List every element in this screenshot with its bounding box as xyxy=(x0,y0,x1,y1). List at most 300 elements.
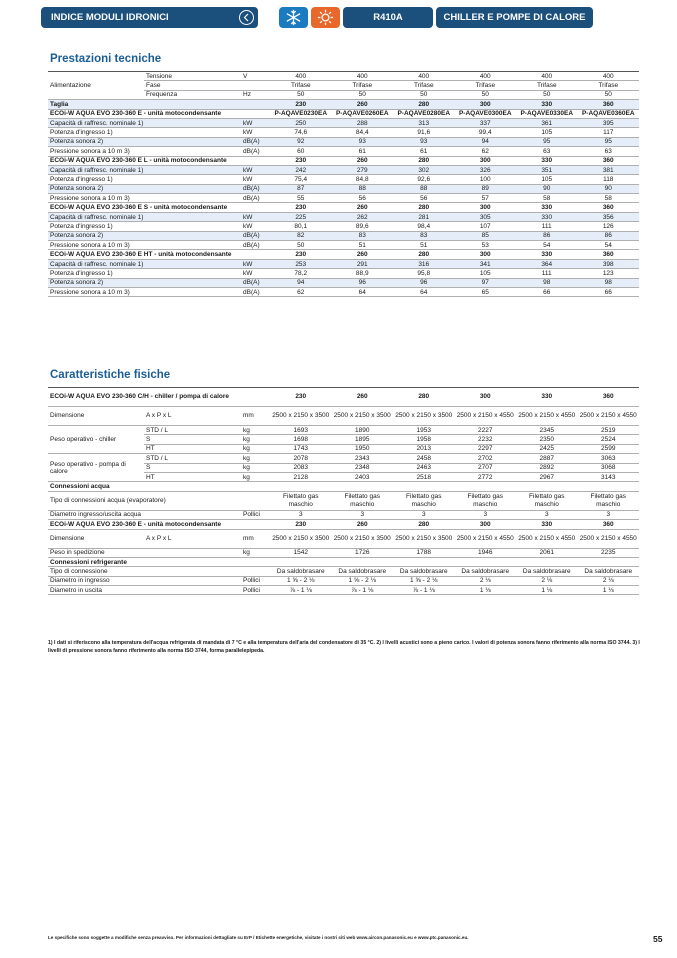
table-cell: 86 xyxy=(578,231,640,240)
table-cell: Potenza d'ingresso 1) xyxy=(48,128,241,137)
table-cell: Capacità di raffresc. nominale 1) xyxy=(48,118,241,127)
table-cell: 1 ⅛ xyxy=(516,586,578,595)
table-cell: Peso operativo - chiller xyxy=(48,426,144,454)
table-cell: Capacità di raffresc. nominale 1) xyxy=(48,212,241,221)
disclaimer: Le specifiche sono soggette a modifiche senza preavviso. Per informazioni dettagliate su ErP / Etichette energetiche, visitate i nostri siti web www.aircon.panasonic.eu e www.ptc.panasonic.eu. xyxy=(48,935,469,940)
table-cell: 61 xyxy=(393,147,455,156)
table-cell: Alimentazione xyxy=(48,72,144,100)
table-cell: 97 xyxy=(455,278,517,287)
table-row xyxy=(48,407,639,426)
table-row xyxy=(48,165,639,174)
table-cell: 330 xyxy=(516,100,578,109)
table-cell: 330 xyxy=(516,156,578,165)
physical-table xyxy=(48,387,639,595)
table-cell: 1 ⅛ xyxy=(455,586,517,595)
table-cell: 280 xyxy=(393,250,455,259)
table-cell: A x P x L xyxy=(144,407,241,426)
table-cell: 2403 xyxy=(332,472,394,481)
table-cell: 80,1 xyxy=(270,222,332,231)
table-cell: 2500 x 2150 x 4550 xyxy=(578,407,640,426)
table-cell: 94 xyxy=(270,278,332,287)
table-cell: 356 xyxy=(578,212,640,221)
table-cell: Connessioni refrigerante xyxy=(48,557,639,566)
table-cell: Taglia xyxy=(48,100,270,109)
table-cell: 92 xyxy=(270,137,332,146)
table-cell: Diametro ingresso/uscita acqua xyxy=(48,510,241,519)
table-cell: ECOi-W AQUA EVO 230-360 E - unità motocondensante xyxy=(48,520,270,529)
table-cell: 88 xyxy=(332,184,394,193)
table-cell: 98 xyxy=(516,278,578,287)
table-cell: Pollici xyxy=(241,576,270,585)
table-cell: 118 xyxy=(578,175,640,184)
table-cell: 89 xyxy=(455,184,517,193)
page-header xyxy=(41,7,668,28)
table-cell: 1 ⅝ - 2 ⅛ xyxy=(393,576,455,585)
table-cell: 90 xyxy=(578,184,640,193)
table-row xyxy=(48,128,639,137)
table-cell: 88 xyxy=(393,184,455,193)
table-cell: Capacità di raffresc. nominale 1) xyxy=(48,165,241,174)
table-cell: 1946 xyxy=(455,548,517,557)
table-cell: 2350 xyxy=(516,435,578,444)
table-cell: Frequenza xyxy=(144,90,241,99)
table-cell: 100 xyxy=(455,175,517,184)
table-cell: 60 xyxy=(270,147,332,156)
table-cell: Capacità di raffresc. nominale 1) xyxy=(48,259,241,268)
table-cell: 50 xyxy=(270,241,332,250)
table-row xyxy=(48,259,639,268)
table-cell: 230 xyxy=(270,156,332,165)
table-cell: 92,6 xyxy=(393,175,455,184)
table-cell: 3143 xyxy=(578,472,640,481)
table-cell: 63 xyxy=(578,147,640,156)
table-cell: 280 xyxy=(393,100,455,109)
table-row xyxy=(48,520,639,529)
table-cell: mm xyxy=(241,407,270,426)
table-cell: STD / L xyxy=(144,426,241,435)
table-cell: 3068 xyxy=(578,463,640,472)
table-row xyxy=(48,586,639,595)
table-cell: Tensione xyxy=(144,72,241,81)
table-cell: 1743 xyxy=(270,444,332,453)
table-cell: P-AQAVE0260EA xyxy=(332,109,394,118)
table-cell: Filettato gas maschio xyxy=(578,491,640,510)
table-cell: 64 xyxy=(393,287,455,296)
table-cell: 50 xyxy=(270,90,332,99)
table-cell: 2 ⅛ xyxy=(516,576,578,585)
table-cell: 400 xyxy=(393,72,455,81)
table-cell: Pollici xyxy=(241,510,270,519)
table-cell: 107 xyxy=(455,222,517,231)
table-cell: 74,6 xyxy=(270,128,332,137)
table-cell: 2500 x 2150 x 4550 xyxy=(578,529,640,548)
table-cell: 360 xyxy=(578,100,640,109)
table-cell: 105 xyxy=(516,175,578,184)
table-cell: 260 xyxy=(332,250,394,259)
table-cell: 53 xyxy=(455,241,517,250)
table-cell: 395 xyxy=(578,118,640,127)
table-cell: 50 xyxy=(516,90,578,99)
table-cell: dB(A) xyxy=(241,278,270,287)
table-cell: P-AQAVE0360EA xyxy=(578,109,640,118)
table-cell: ECOi-W AQUA EVO 230-360 E HT - unità motocondensante xyxy=(48,250,270,259)
table-cell: Tipo di connessione xyxy=(48,567,270,576)
table-cell: 1 ⅝ - 2 ⅛ xyxy=(270,576,332,585)
table-cell: P-AQAVE0330EA xyxy=(516,109,578,118)
table-cell: 351 xyxy=(516,165,578,174)
table-cell: 3 xyxy=(393,510,455,519)
table-cell: ECOi-W AQUA EVO 230-360 E S - unità motocondensante xyxy=(48,203,270,212)
table-cell: 330 xyxy=(516,388,578,407)
table-cell: dB(A) xyxy=(241,287,270,296)
table-cell: 3 xyxy=(516,510,578,519)
table-cell: Trifase xyxy=(455,81,517,90)
table-cell: 96 xyxy=(332,278,394,287)
table-cell: 2500 x 2150 x 3500 xyxy=(393,407,455,426)
table-cell: 55 xyxy=(270,194,332,203)
section-title-physical: Caratteristiche fisiche xyxy=(50,369,171,381)
table-cell: 242 xyxy=(270,165,332,174)
table-cell: kW xyxy=(241,128,270,137)
table-cell: Filettato gas maschio xyxy=(332,491,394,510)
table-row xyxy=(48,388,639,407)
table-cell: Dimensione xyxy=(48,529,144,548)
table-cell: 326 xyxy=(455,165,517,174)
table-cell: 2518 xyxy=(393,472,455,481)
table-cell: 300 xyxy=(455,388,517,407)
table-cell: Da saldobrasare xyxy=(393,567,455,576)
table-cell: 1950 xyxy=(332,444,394,453)
table-cell: kg xyxy=(241,454,270,463)
table-cell: 50 xyxy=(455,90,517,99)
snowflake-icon xyxy=(279,7,308,28)
table-cell: 54 xyxy=(578,241,640,250)
table-cell: Da saldobrasare xyxy=(455,567,517,576)
table-cell: Da saldobrasare xyxy=(270,567,332,576)
table-cell: 280 xyxy=(393,388,455,407)
table-cell: Potenza sonora 2) xyxy=(48,278,241,287)
table-cell: P-AQAVE0300EA xyxy=(455,109,517,118)
table-row xyxy=(48,156,639,165)
table-cell: 300 xyxy=(455,156,517,165)
table-cell: 56 xyxy=(332,194,394,203)
table-cell: 2702 xyxy=(455,454,517,463)
table-cell: kg xyxy=(241,444,270,453)
table-cell: 400 xyxy=(578,72,640,81)
table-cell: 88,9 xyxy=(332,269,394,278)
table-cell: 96 xyxy=(393,278,455,287)
table-cell: 2519 xyxy=(578,426,640,435)
footnote: 1) I dati si riferiscono alla temperatura dell'acqua refrigerata di mandata di 7 °C e alla temperatura dell'aria del condensatore di 35 °C. 2) I livelli acustici sono a pieno carico. I valori di potenza sonora fanno riferimento alla norma ISO 3744. 3) I livelli di pressione sonora fanno riferimento alla norma ISO 3744, forma parallelepipeda. xyxy=(48,640,640,654)
table-cell: 89,6 xyxy=(332,222,394,231)
table-cell: 300 xyxy=(455,250,517,259)
table-cell: Peso in spedizione xyxy=(48,548,241,557)
table-cell: 1 ⅝ - 2 ⅛ xyxy=(332,576,394,585)
table-cell: 87 xyxy=(270,184,332,193)
table-cell: 3 xyxy=(332,510,394,519)
table-cell: Peso operativo - pompa di calore xyxy=(48,454,144,482)
refrigerant-label: R410A xyxy=(343,7,433,28)
table-cell: V xyxy=(241,72,270,81)
table-cell: 2078 xyxy=(270,454,332,463)
table-cell: 260 xyxy=(332,203,394,212)
table-cell: 63 xyxy=(516,147,578,156)
table-cell: 300 xyxy=(455,100,517,109)
table-cell: 126 xyxy=(578,222,640,231)
table-cell: 2348 xyxy=(332,463,394,472)
table-row xyxy=(48,287,639,296)
table-cell: 50 xyxy=(578,90,640,99)
table-row xyxy=(48,231,639,240)
table-cell: 83 xyxy=(332,231,394,240)
table-row xyxy=(48,118,639,127)
table-cell: S xyxy=(144,435,241,444)
table-row xyxy=(48,278,639,287)
table-cell: 1726 xyxy=(332,548,394,557)
table-cell: Pressione sonora a 10 m 3) xyxy=(48,147,241,156)
table-cell: 111 xyxy=(516,222,578,231)
table-cell: 61 xyxy=(332,147,394,156)
table-cell: 2500 x 2150 x 3500 xyxy=(270,529,332,548)
table-cell: Da saldobrasare xyxy=(332,567,394,576)
table-cell: HT xyxy=(144,444,241,453)
table-cell: 2500 x 2150 x 3500 xyxy=(393,529,455,548)
table-cell: 230 xyxy=(270,388,332,407)
table-cell: 66 xyxy=(578,287,640,296)
table-cell: 2083 xyxy=(270,463,332,472)
table-cell: kW xyxy=(241,165,270,174)
table-cell: 2500 x 2150 x 3500 xyxy=(332,529,394,548)
table-cell: HT xyxy=(144,472,241,481)
table-cell: 64 xyxy=(332,287,394,296)
table-cell: 360 xyxy=(578,250,640,259)
table-cell: 381 xyxy=(578,165,640,174)
table-cell: Filettato gas maschio xyxy=(455,491,517,510)
table-cell: 105 xyxy=(455,269,517,278)
table-row xyxy=(48,175,639,184)
table-cell: P-AQAVE0230EA xyxy=(270,109,332,118)
index-nav-button[interactable] xyxy=(41,7,258,28)
table-row xyxy=(48,510,639,519)
table-cell: Pressione sonora a 10 m 3) xyxy=(48,194,241,203)
table-cell: 58 xyxy=(516,194,578,203)
table-cell: S xyxy=(144,463,241,472)
table-cell: 400 xyxy=(455,72,517,81)
table-cell: dB(A) xyxy=(241,137,270,146)
table-cell: 82 xyxy=(270,231,332,240)
table-cell: 1788 xyxy=(393,548,455,557)
table-row xyxy=(48,203,639,212)
table-cell: Connessioni acqua xyxy=(48,482,639,491)
table-cell: 62 xyxy=(455,147,517,156)
table-cell: kW xyxy=(241,118,270,127)
table-cell: 300 xyxy=(455,520,517,529)
table-cell: 302 xyxy=(393,165,455,174)
table-cell: Potenza d'ingresso 1) xyxy=(48,175,241,184)
table-cell: Dimensione xyxy=(48,407,144,426)
table-cell: dB(A) xyxy=(241,241,270,250)
table-cell: 2343 xyxy=(332,454,394,463)
table-cell: 93 xyxy=(393,137,455,146)
table-row xyxy=(48,557,639,566)
table-cell: 1693 xyxy=(270,426,332,435)
table-cell: 288 xyxy=(332,118,394,127)
table-cell: 62 xyxy=(270,287,332,296)
table-cell: 280 xyxy=(393,520,455,529)
table-cell: kg xyxy=(241,435,270,444)
table-cell: ⅞ - 1 ⅛ xyxy=(332,586,394,595)
table-cell: 305 xyxy=(455,212,517,221)
table-cell: 2227 xyxy=(455,426,517,435)
table-cell: 230 xyxy=(270,520,332,529)
table-cell: 341 xyxy=(455,259,517,268)
table-cell: 262 xyxy=(332,212,394,221)
table-cell: kW xyxy=(241,175,270,184)
table-cell: 2 ⅛ xyxy=(578,576,640,585)
table-cell: 230 xyxy=(270,100,332,109)
table-row xyxy=(48,194,639,203)
table-row xyxy=(48,426,639,435)
table-cell: 50 xyxy=(332,90,394,99)
table-cell: 260 xyxy=(332,100,394,109)
table-row xyxy=(48,222,639,231)
table-cell: 51 xyxy=(332,241,394,250)
table-cell: 280 xyxy=(393,203,455,212)
table-cell: 1895 xyxy=(332,435,394,444)
table-cell: 279 xyxy=(332,165,394,174)
table-cell: dB(A) xyxy=(241,194,270,203)
table-cell: 1542 xyxy=(270,548,332,557)
table-cell: Tipo di connessioni acqua (evaporatore) xyxy=(48,491,270,510)
table-row xyxy=(48,184,639,193)
table-cell: 2425 xyxy=(516,444,578,453)
table-cell: 65 xyxy=(455,287,517,296)
table-row xyxy=(48,482,639,491)
table-cell: 291 xyxy=(332,259,394,268)
table-cell: kW xyxy=(241,212,270,221)
table-cell: Da saldobrasare xyxy=(578,567,640,576)
table-cell: 250 xyxy=(270,118,332,127)
table-cell: 253 xyxy=(270,259,332,268)
table-row xyxy=(48,137,639,146)
table-cell: 2707 xyxy=(455,463,517,472)
table-cell: 2524 xyxy=(578,435,640,444)
table-cell: 98,4 xyxy=(393,222,455,231)
table-cell: 1890 xyxy=(332,426,394,435)
table-cell: 86 xyxy=(516,231,578,240)
table-cell: kg xyxy=(241,463,270,472)
table-cell: 2235 xyxy=(578,548,640,557)
table-cell: Filettato gas maschio xyxy=(393,491,455,510)
table-cell: Potenza d'ingresso 1) xyxy=(48,269,241,278)
section-title-performance: Prestazioni tecniche xyxy=(50,53,162,65)
table-cell: 360 xyxy=(578,203,640,212)
table-cell: 316 xyxy=(393,259,455,268)
table-cell: 337 xyxy=(455,118,517,127)
table-cell: Pressione sonora a 10 m 3) xyxy=(48,287,241,296)
table-cell: kg xyxy=(241,426,270,435)
table-cell: 2500 x 2150 x 3500 xyxy=(332,407,394,426)
table-cell: 1 ⅛ xyxy=(578,586,640,595)
table-cell: Trifase xyxy=(578,81,640,90)
table-cell: dB(A) xyxy=(241,231,270,240)
table-cell: 360 xyxy=(578,388,640,407)
table-cell: 111 xyxy=(516,269,578,278)
table-cell: 2967 xyxy=(516,472,578,481)
chevron-left-icon xyxy=(239,10,254,25)
table-cell: ECOi-W AQUA EVO 230-360 E L - unità motocondensante xyxy=(48,156,270,165)
table-cell: 400 xyxy=(270,72,332,81)
table-cell: 3 xyxy=(455,510,517,519)
table-cell: 98 xyxy=(578,278,640,287)
table-cell: 83 xyxy=(393,231,455,240)
table-cell: 91,6 xyxy=(393,128,455,137)
table-cell: mm xyxy=(241,529,270,548)
table-cell: Da saldobrasare xyxy=(516,567,578,576)
table-cell: Pollici xyxy=(241,586,270,595)
table-cell: 66 xyxy=(516,287,578,296)
table-row xyxy=(48,454,639,463)
table-row xyxy=(48,250,639,259)
table-cell: 400 xyxy=(332,72,394,81)
table-cell: kg xyxy=(241,472,270,481)
table-cell: 313 xyxy=(393,118,455,127)
table-row xyxy=(48,212,639,221)
table-cell: 85 xyxy=(455,231,517,240)
table-cell: Filettato gas maschio xyxy=(516,491,578,510)
table-cell: 57 xyxy=(455,194,517,203)
table-cell: dB(A) xyxy=(241,147,270,156)
table-cell: Potenza d'ingresso 1) xyxy=(48,222,241,231)
table-cell: 75,4 xyxy=(270,175,332,184)
table-cell: 117 xyxy=(578,128,640,137)
table-cell: 50 xyxy=(393,90,455,99)
table-cell: 360 xyxy=(578,520,640,529)
table-cell: 2061 xyxy=(516,548,578,557)
table-cell: 2345 xyxy=(516,426,578,435)
table-row xyxy=(48,72,639,81)
page-number: 55 xyxy=(653,934,663,944)
table-cell: ECOi-W AQUA EVO 230-360 E - unità motocondensante xyxy=(48,109,270,118)
table-cell: ECOi-W AQUA EVO 230-360 C/H - chiller / pompa di calore xyxy=(48,388,270,407)
table-cell: Diametro in uscita xyxy=(48,586,241,595)
table-cell: 94 xyxy=(455,137,517,146)
table-cell: 123 xyxy=(578,269,640,278)
table-cell: 330 xyxy=(516,203,578,212)
table-cell: dB(A) xyxy=(241,184,270,193)
table-row xyxy=(48,548,639,557)
table-cell: P-AQAVE0280EA xyxy=(393,109,455,118)
table-cell: 225 xyxy=(270,212,332,221)
table-cell: 3 xyxy=(578,510,640,519)
table-cell: 2 ⅛ xyxy=(455,576,517,585)
table-cell: 260 xyxy=(332,156,394,165)
table-cell: 95,8 xyxy=(393,269,455,278)
table-cell: 398 xyxy=(578,259,640,268)
performance-table xyxy=(48,71,639,297)
table-cell: 2500 x 2150 x 4550 xyxy=(455,529,517,548)
table-row xyxy=(48,109,639,118)
table-cell: ⅞ - 1 ⅛ xyxy=(270,586,332,595)
table-cell: 58 xyxy=(578,194,640,203)
table-cell: 2297 xyxy=(455,444,517,453)
table-cell: 364 xyxy=(516,259,578,268)
table-row xyxy=(48,100,639,109)
table-cell: 300 xyxy=(455,203,517,212)
table-cell: Potenza sonora 2) xyxy=(48,137,241,146)
table-row xyxy=(48,567,639,576)
table-cell: 2500 x 2150 x 3500 xyxy=(270,407,332,426)
